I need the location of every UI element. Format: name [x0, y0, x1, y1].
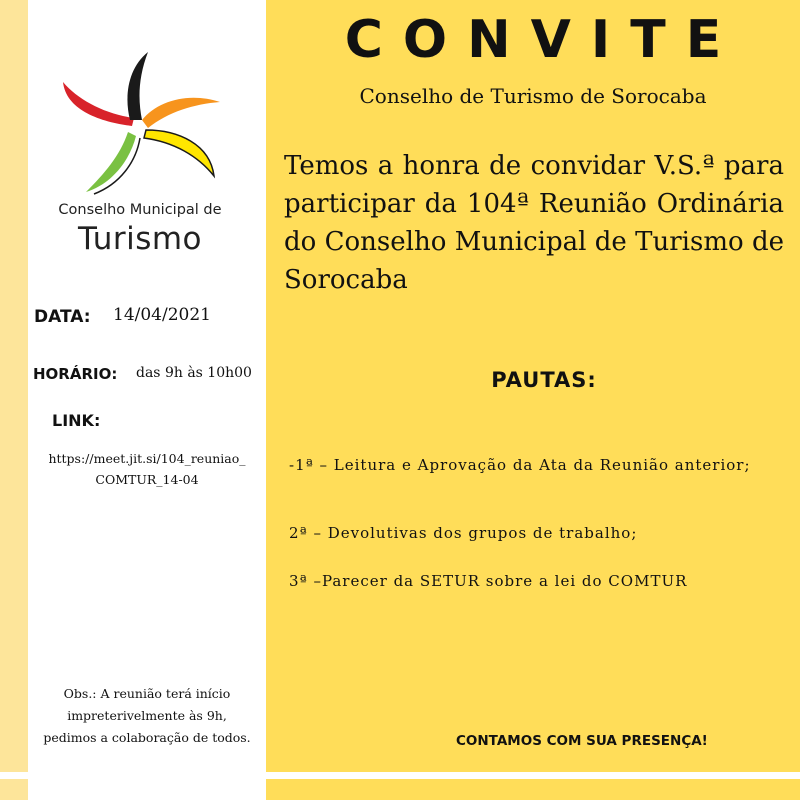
meeting-link-line2[interactable]: COMTUR_14-04 [95, 472, 199, 487]
date-value: 14/04/2021 [113, 305, 211, 325]
closing-message: CONTAMOS COM SUA PRESENÇA! [456, 733, 708, 749]
date-label: DATA: [34, 307, 91, 327]
time-label: HORÁRIO: [33, 365, 118, 383]
time-value: das 9h às 10h00 [136, 365, 252, 381]
invitation-title: CONVITE [344, 10, 742, 70]
invitation-intro: Temos a honra de convidar V.S.ª para participar da 104ª Reunião Ordinária do Conselho Municipal de Turismo de Sorocaba [284, 151, 784, 295]
left-accent-strip [0, 0, 28, 800]
agenda-item-1: -1ª – Leitura e Aprovação da Ata da Reunião anterior; [289, 456, 751, 474]
pinwheel-logo-icon [50, 40, 230, 198]
observation-line1: Obs.: A reunião terá início [63, 686, 231, 701]
logo-yellow-blade [144, 130, 214, 176]
council-logo [40, 40, 240, 265]
logo-green-blade [86, 132, 136, 192]
observation-line3: pedimos a colaboração de todos. [43, 730, 251, 745]
right-panel [266, 0, 800, 800]
agenda-item-2: 2ª – Devolutivas dos grupos de trabalho; [289, 524, 638, 542]
invitation-subtitle: Conselho de Turismo de Sorocaba [359, 84, 707, 108]
meeting-link-line1[interactable]: https://meet.jit.si/104_reuniao_ [48, 451, 246, 466]
logo-black-blade [127, 52, 148, 120]
observation-note [28, 683, 266, 749]
logo-subtitle: Conselho Municipal de [58, 202, 222, 218]
agenda-title: PAUTAS: [491, 368, 597, 392]
link-label: LINK: [52, 411, 101, 430]
bottom-band [0, 772, 800, 779]
logo-name: Turismo [77, 221, 203, 257]
logo-orange-blade [142, 98, 220, 128]
meeting-link[interactable] [28, 448, 266, 490]
agenda-item-3: 3ª –Parecer da SETUR sobre a lei do COMTUR [289, 572, 688, 590]
logo-red-blade [63, 82, 134, 126]
observation-line2: impreterivelmente às 9h, [67, 708, 227, 723]
